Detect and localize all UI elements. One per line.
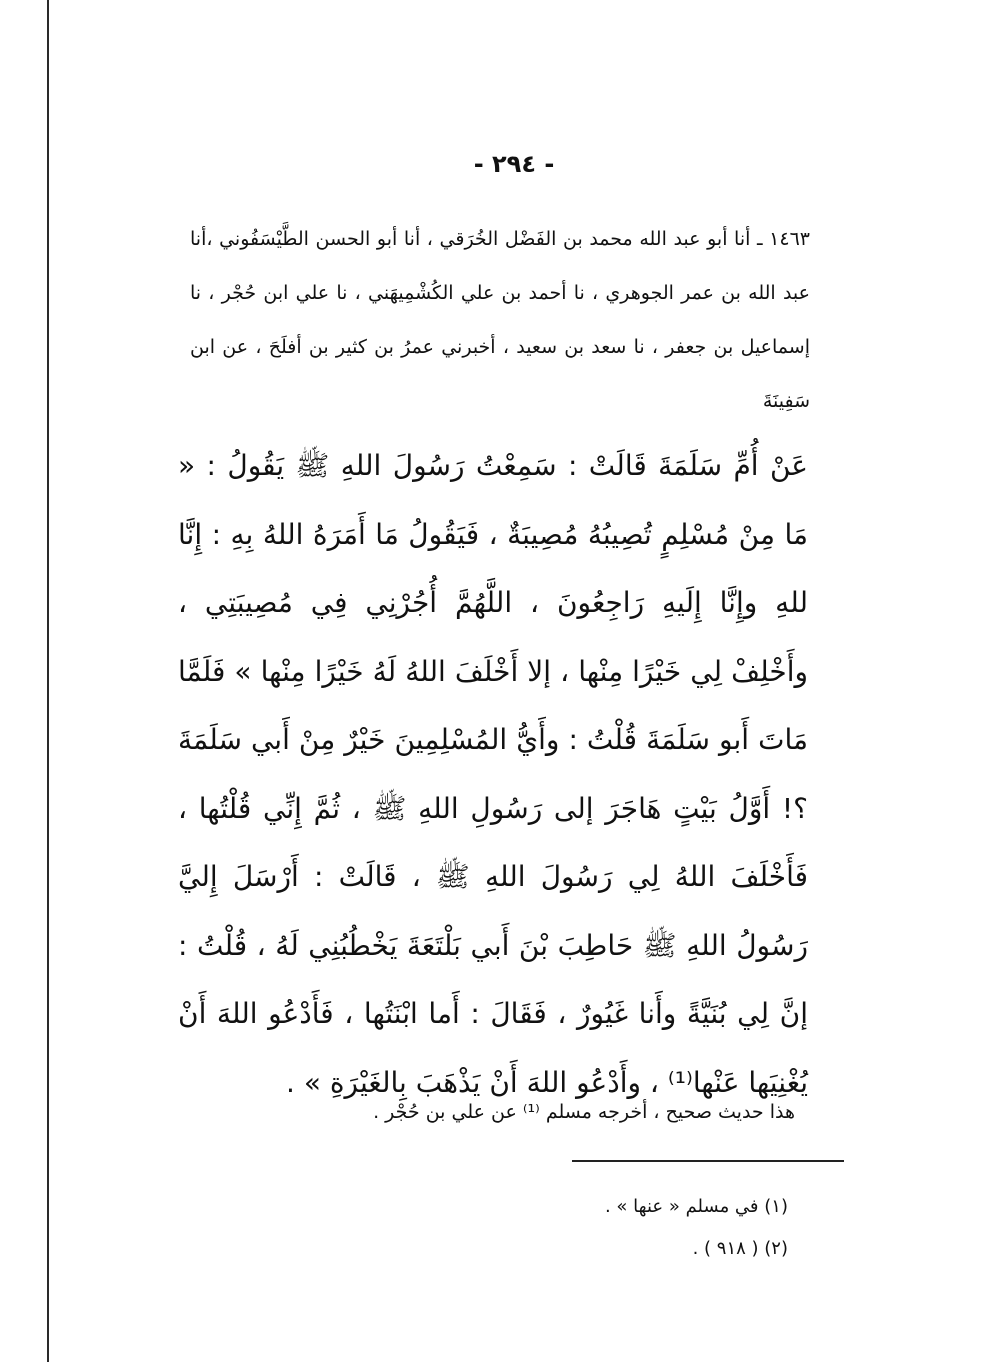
- isnad-paragraph: ١٤٦٣ ـ أنا أبو عبد الله محمد بن الفَضْل الخُرَقي ، أنا أبو الحسن الطَّيْسَفُوني ،أنا عبد الله بن عمر الجوهري ، نا أحمد بن علي الكُشْمِيهَني ، نا علي ابن حُجْر ، نا إسماعيل بن جعفر ، نا سعد بن سعيد ، أخبرني عمرُ بن كثير بن أفلَحَ ، عن ابن سَفِينَةَ: [190, 228, 810, 412]
- footnote-separator: [572, 1160, 844, 1162]
- hadith-grade: هذا حديث صحيح ، أخرجه مسلم ⁽¹⁾ عن علي بن حُجْر .: [373, 1101, 795, 1123]
- page-binding-line: [47, 0, 49, 1362]
- hadith-text: عَنْ أُمِّ سَلَمَةَ قَالَتْ : سَمِعْتُ رَسُولَ اللهِ ﷺ يَقُولُ : « مَا مِنْ مُسْلِمٍ تُصِيبُهُ مُصِيبَةٌ ، فَيَقُولُ مَا أَمَرَهُ اللهُ بِهِ : إِنَّا للهِ وإِنَّا إِلَيهِ رَاجِعُونَ ، اللَّهُمَّ أُجُرْنِي فِي مُصِيبَتِي ، وأَخْلِفْ لِي خَيْرًا مِنْها ، إلا أَخْلَفَ اللهُ لَهُ خَيْرًا مِنْها » فَلَمَّا مَاتَ أَبو سَلَمَةَ قُلْتُ : وأَيُّ المُسْلِمِينَ خَيْرٌ مِنْ أَبي سَلَمَةَ ؟! أَوَّلُ بَيْتٍ هَاجَرَ إلى رَسُولِ اللهِ ﷺ ، ثُمَّ إِنِّي قُلْتُها ، فَأَخْلَفَ اللهُ لِي رَسُولَ اللهِ ﷺ ، قَالَتْ : أَرْسَلَ إِليَّ رَسُولُ اللهِ ﷺ حَاطِبَ بْنَ أَبي بَلْتَعَةَ يَخْطُبُنِي لَهُ ، قُلْتُ : إنَّ لِي بُنَيَّةً وأَنا غَيُورٌ ، فَقَالَ : أَما ابْنَتُها ، فَأَدْعُو اللهَ أَنْ يُغْنِيَها عَنْها⁽¹⁾ ، وأَدْعُو اللهَ أَنْ يَذْهَبَ بِالغَيْرَةِ » .: [178, 449, 808, 1099]
- page-number: - ٢٩٤ -: [473, 150, 555, 178]
- footnotes: [500, 1186, 788, 1270]
- footnote-2: (٢) ( ٩١٨ ) .: [692, 1238, 788, 1259]
- footnote-1: (١) في مسلم « عنها » .: [604, 1196, 788, 1217]
